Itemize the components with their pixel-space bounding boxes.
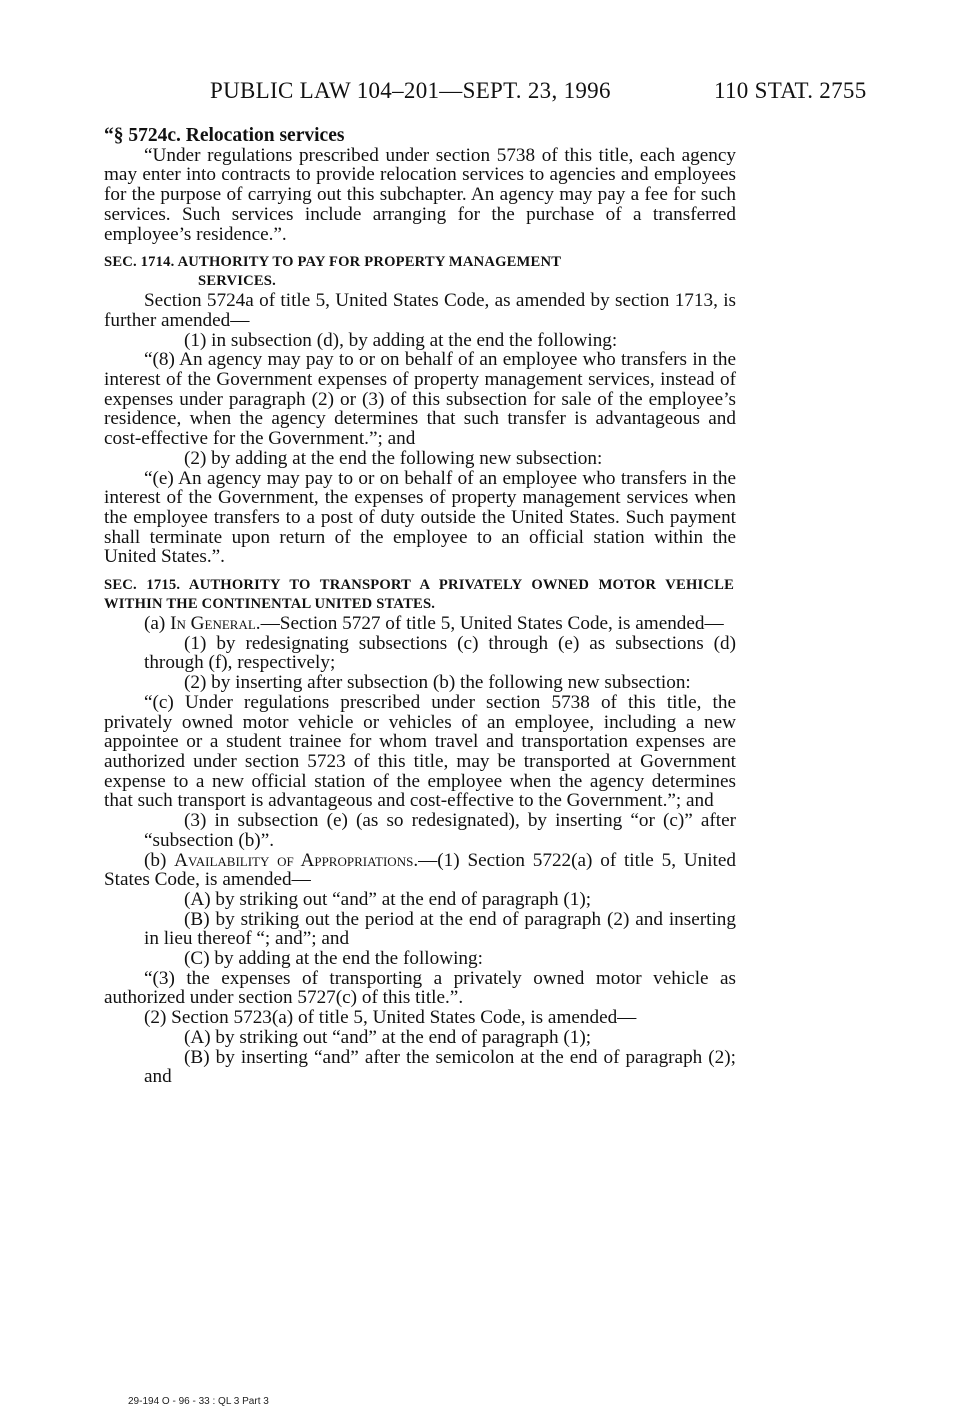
sec-1715-a-para-1: (1) by redesignating subsections (c) through (e) as subsections (d) through (f), respectively; (144, 632, 736, 674)
sec-1715-b2-para-B: (B) by inserting “and” after the semicolon at the end of paragraph (2); and (144, 1046, 736, 1088)
section-5724c-text: “Under regulations prescribed under section 5738 of this title, each agency may enter into contracts to provide relocation services to agencies and employees for the purpose of carrying out this subchapter. An agency may pay a fee for such services. Such services include arranging for the purchase of a transferred employee’s residence.”. (104, 144, 736, 245)
sec-1715-subsection-a (104, 614, 736, 634)
subsection-a-label: (a) (144, 613, 171, 635)
sec-1715-a-para-3: (3) in subsection (e) (as so redesignated), by inserting “or (c)” after “subsection (b)”. (144, 810, 736, 851)
sec-1715-b-para-B: (B) by striking out the period at the end of paragraph (2) and inserting in lieu thereof “; and”; and (144, 908, 736, 950)
sec-1715-b-para-C: (C) by adding at the end the following: (184, 948, 483, 970)
sec-1715-b-para-A: (A) by striking out “and” at the end of paragraph (1); (184, 888, 592, 910)
sec-1715-a-para-2: (2) by inserting after subsection (b) the following new subsection: (184, 672, 691, 694)
sec-1714-quote-8: “(8) An agency may pay to or on behalf of an employee who transfers in the interest of the Government expenses of property management services, instead of expenses under paragraph (2) or (3) of this subsection for sale of the employee’s residence, when the agency determines that such transfer is advantageous and cost-effective for the Government.”; and (104, 349, 736, 450)
sec-1714-para-1: (1) in subsection (d), by adding at the end the following: (184, 329, 618, 351)
section-5724c-heading: “§ 5724c. Relocation services (104, 125, 345, 146)
sec-1714-para-2: (2) by adding at the end the following new subsection: (184, 447, 603, 469)
sec-1715-quote-c: “(c) Under regulations prescribed under section 5738 of this title, the privately owned motor vehicle or vehicles of an employee, including a new appointee or a student trainee for whom travel and transportation expenses are authorized under section 5723 of this title, may be transported at Government expense to a new official station of the employee when the agency determines that such transport is advantageous and cost-effective to the Government.”; and (104, 691, 736, 812)
sec-1715-title: SEC. 1715. AUTHORITY TO TRANSPORT A PRIVATELY OWNED MOTOR VEHICLE WITHIN THE CONTINENTAL UNITED STATES. (104, 577, 734, 613)
page-header (0, 78, 957, 108)
subsection-b-label: (b) (144, 849, 175, 871)
sec-1715-subsection-b (104, 851, 736, 890)
subsection-b-text: .—(1) Section 5722(a) of title 5, United States Code, is amended— (104, 849, 736, 891)
subsection-a-text: .—Section 5727 of title 5, United States Code, is amended— (255, 613, 724, 635)
sec-1714-quote-e: “(e) An agency may pay to or on behalf of an employee who transfers in the interest of the Government, the expenses of property management services when the employee transfers to a post of duty outside the United States. Such payment shall terminate upon return of the employee to an official station within the United States.”. (104, 467, 736, 568)
subsection-a-heading: In General (170, 613, 256, 635)
sec-1715-b-para-2: (2) Section 5723(a) of title 5, United States Code, is amended— (144, 1007, 637, 1029)
sec-1715-b-quote-3: “(3) the expenses of transporting a privately owned motor vehicle as authorized under section 5727(c) of this title.”. (104, 967, 736, 1009)
sec-1714-title-cont: SERVICES. (198, 273, 276, 290)
sec-1715-b2-para-A: (A) by striking out “and” at the end of paragraph (1); (184, 1026, 592, 1048)
sec-1714-intro: Section 5724a of title 5, United States Code, as amended by section 1713, is further amended— (104, 290, 736, 331)
subsection-b-heading: Availability of Appropriations (174, 849, 414, 871)
sec-1714-title: SEC. 1714. AUTHORITY TO PAY FOR PROPERTY MANAGEMENT (104, 254, 562, 271)
statute-page-number: 110 STAT. 2755 (714, 78, 867, 103)
public-law-title: PUBLIC LAW 104–201—SEPT. 23, 1996 (210, 78, 611, 103)
document-body (104, 126, 736, 1087)
print-code-footer: 29-194 O - 96 - 33 : QL 3 Part 3 (128, 1396, 269, 1407)
